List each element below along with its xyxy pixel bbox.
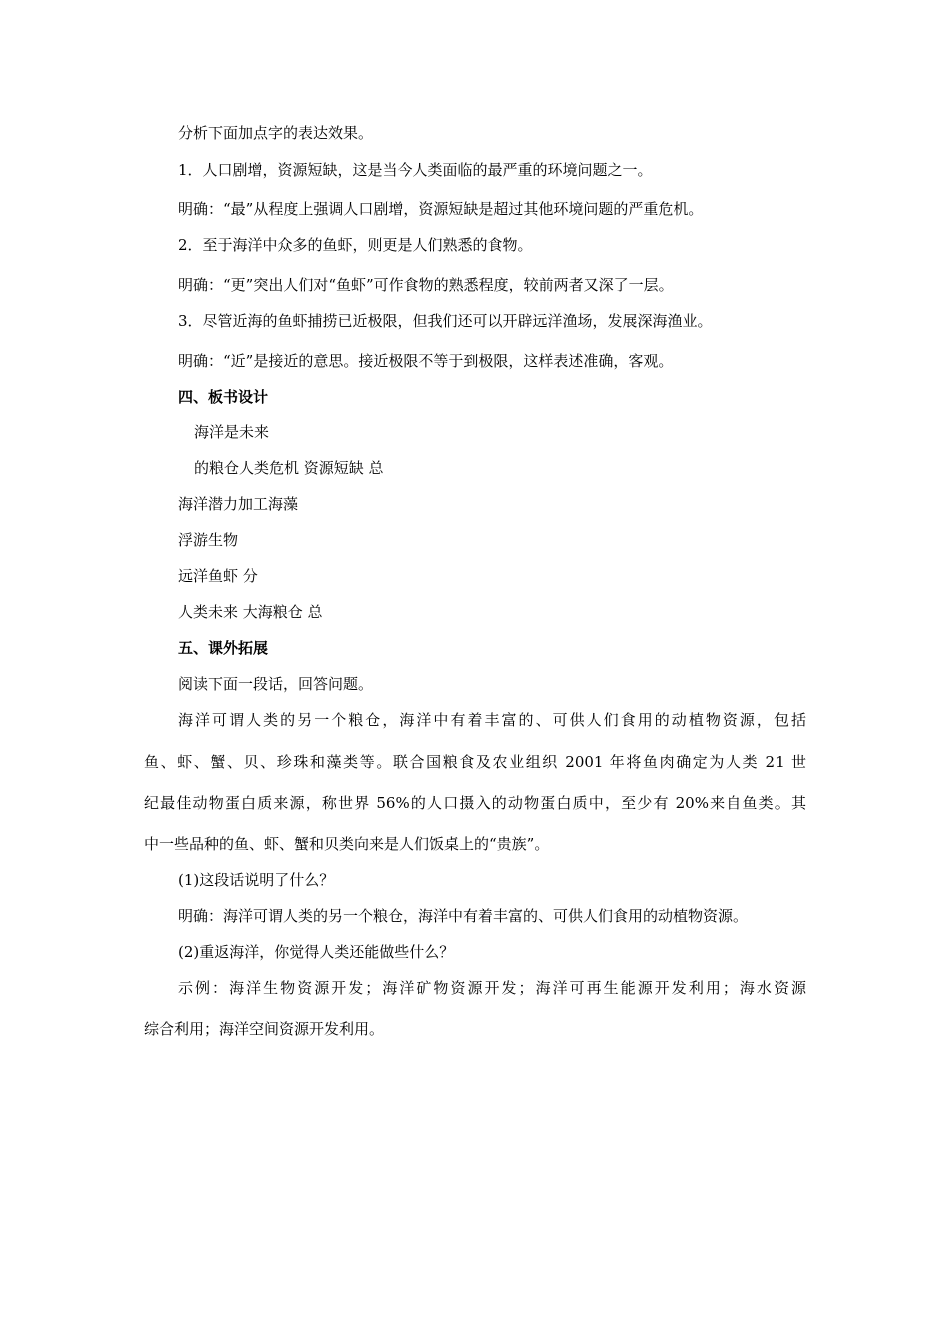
board-line: 浮游生物 [178, 531, 239, 549]
reading-instruction: 阅读下面一段话，回答问题。 [178, 675, 374, 693]
passage-line: 海洋可谓人类的另一个粮仓，海洋中有着丰富的、可供人们食用的动植物资源，包括 [178, 711, 806, 729]
sentence-2: 2．至于海洋中众多的鱼虾，则更是人们熟悉的食物。 [178, 236, 533, 254]
answer-3: 明确：“近”是接近的意思。接近极限不等于到极限，这样表述准确，客观。 [178, 352, 674, 370]
sentence-1: 1．人口剧增，资源短缺，这是当今人类面临的最严重的环境问题之一。 [178, 161, 653, 179]
answer-q1: 明确：海洋可谓人类的另一个粮仓，海洋中有着丰富的、可供人们食用的动植物资源。 [178, 907, 749, 925]
section-4-heading: 四、板书设计 [178, 388, 269, 406]
answer-2: 明确：“更”突出人们对“鱼虾”可作食物的熟悉程度，较前两者又深了一层。 [178, 276, 674, 294]
section-5-heading: 五、课外拓展 [178, 639, 269, 657]
board-line: 海洋潜力加工海藻 [178, 495, 299, 513]
exercise-intro: 分析下面加点字的表达效果。 [178, 124, 374, 142]
board-line: 远洋鱼虾 分 [178, 567, 258, 585]
answer-q2-line: 示例：海洋生物资源开发；海洋矿物资源开发；海洋可再生能源开发利用；海水资源 [178, 979, 806, 997]
passage-line: 纪最佳动物蛋白质来源，称世界 56%的人口摄入的动物蛋白质中，至少有 20%来自鱼类。其 [144, 794, 806, 812]
question-1: (1)这段话说明了什么？ [178, 871, 335, 889]
board-line: 海洋是未来 [194, 423, 270, 441]
answer-q2-line: 综合利用；海洋空间资源开发利用。 [144, 1020, 385, 1038]
sentence-3: 3．尽管近海的鱼虾捕捞已近极限，但我们还可以开辟远洋渔场，发展深海渔业。 [178, 312, 713, 330]
passage-line: 鱼、虾、蟹、贝、珍珠和藻类等。联合国粮食及农业组织 2001 年将鱼肉确定为人类 21 世 [144, 753, 806, 771]
answer-1: 明确：“最”从程度上强调人口剧增，资源短缺是超过其他环境问题的严重危机。 [178, 200, 704, 218]
board-line: 的粮仓人类危机 资源短缺 总 [194, 459, 384, 477]
board-line: 人类未来 大海粮仓 总 [178, 603, 323, 621]
passage-line: 中一些品种的鱼、虾、蟹和贝类向来是人们饭桌上的“贵族”。 [144, 835, 550, 853]
question-2: (2)重返海洋，你觉得人类还能做些什么？ [178, 943, 455, 961]
